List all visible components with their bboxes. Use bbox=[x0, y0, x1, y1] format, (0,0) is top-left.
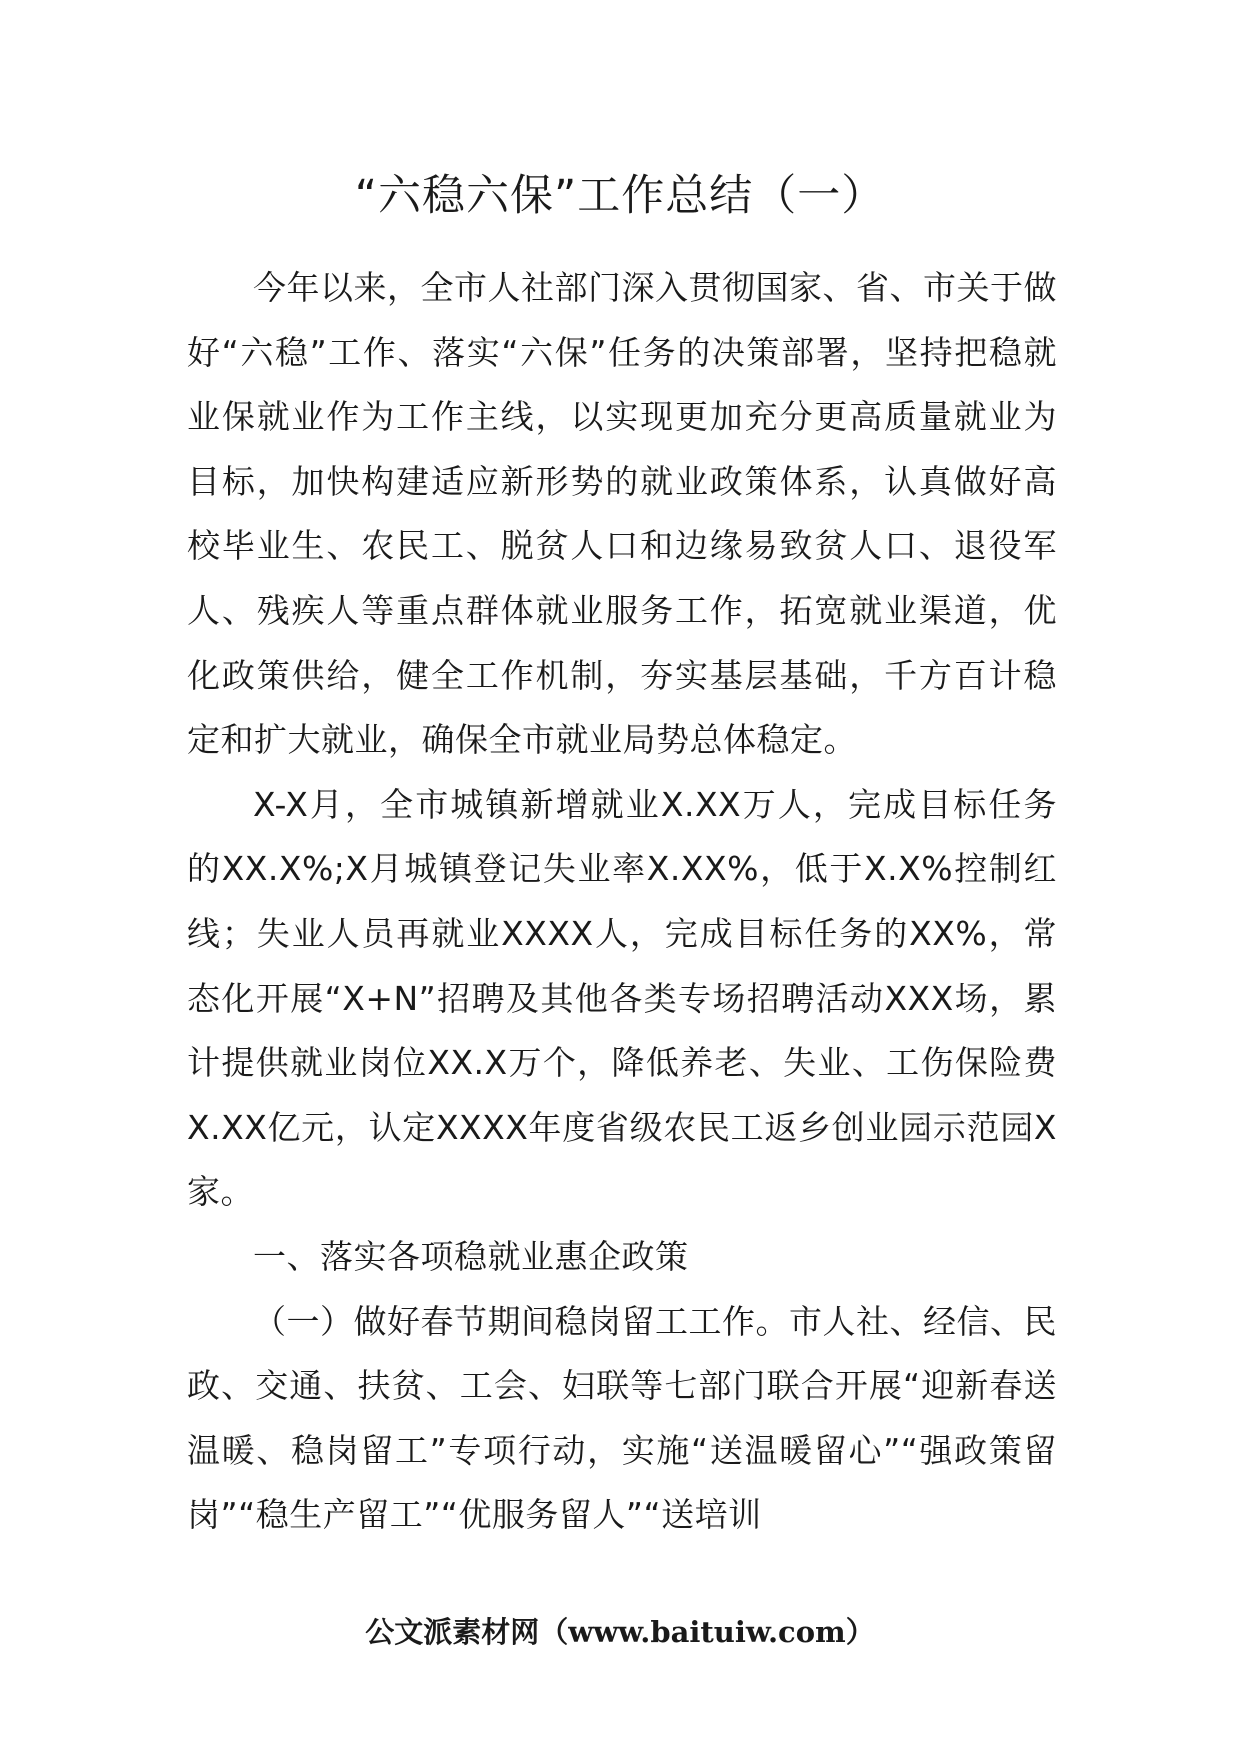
section-paragraph: （一）做好春节期间稳岗留工工作。市人社、经信、民政、交通、扶贫、工会、妇联等七部门联合开展“迎新春送温暖、稳岗留工”专项行动，实施“送温暖留心”“强政策留岗”“稳生产留工”“优服务留人”“送培训 bbox=[187, 1301, 1057, 1535]
statistics-paragraph: X-X月，全市城镇新增就业X.XX万人，完成目标任务的XX.X%;X月城镇登记失业率X.XX%，低于X.X%控制红线；失业人员再就业XXXX人，完成目标任务的XX%，常态化开展“X+N”招聘及其他各类专场招聘活动XXX场，累计提供就业岗位XX.X万个，降低养老、失业、工伤保险费X.XX亿元，认定XXXX年度省级农民工返乡创业园示范园X家。 bbox=[187, 784, 1057, 1212]
document-title: “六稳六保”工作总结（一） bbox=[354, 171, 886, 221]
document-body bbox=[187, 256, 1057, 1548]
section-heading: 一、落实各项稳就业惠企政策 bbox=[253, 1236, 689, 1276]
intro-paragraph: 今年以来，全市人社部门深入贯彻国家、省、市关于做好“六稳”工作、落实“六保”任务的决策部署，坚持把稳就业保就业作为工作主线，以实现更加充分更高质量就业为目标，加快构建适应新形势的就业政策体系，认真做好高校毕业生、农民工、脱贫人口和边缘易致贫人口、退役军人、残疾人等重点群体就业服务工作，拓宽就业渠道，优化政策供给，健全工作机制，夯实基层基础，千方百计稳定和扩大就业，确保全市就业局势总体稳定。 bbox=[187, 268, 1057, 760]
footer-watermark: 公文派素材网（www.baituiw.com） bbox=[365, 1615, 875, 1649]
